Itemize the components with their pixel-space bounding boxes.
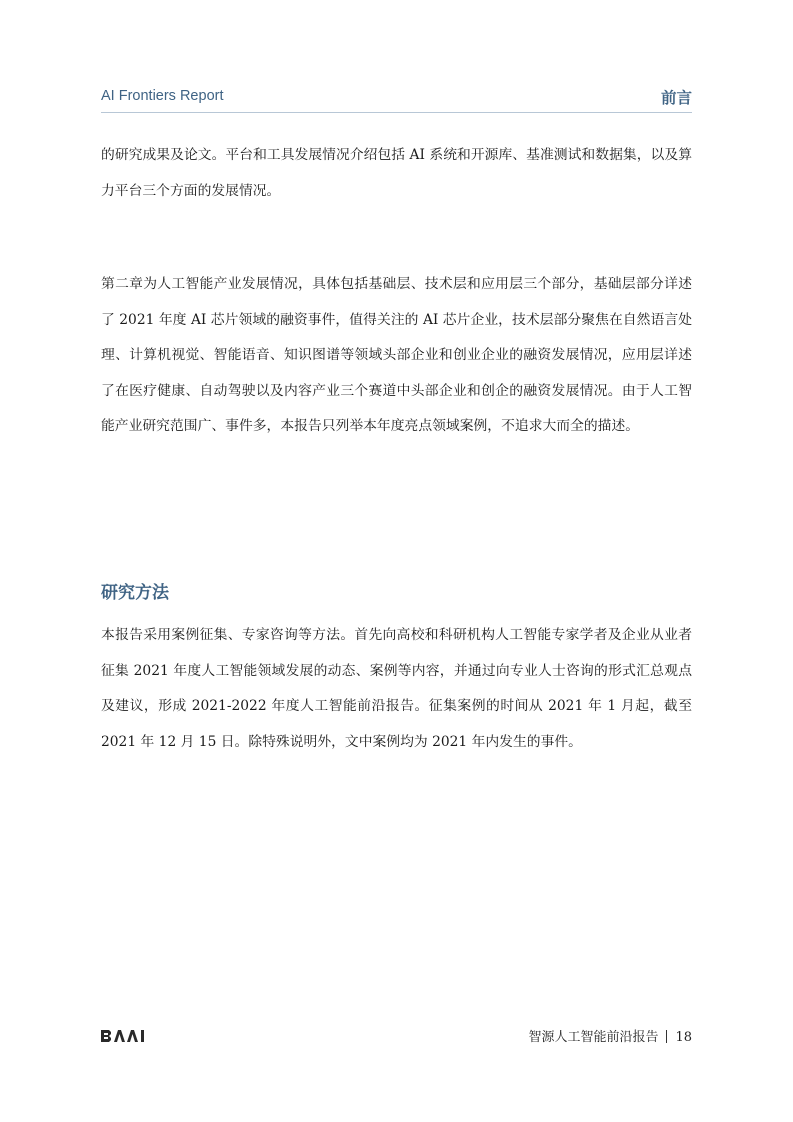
- header-divider: [101, 112, 692, 113]
- body-paragraph-1: 的研究成果及论文。平台和工具发展情况介绍包括 AI 系统和开源库、基准测试和数据集，以及算力平台三个方面的发展情况。: [101, 147, 692, 199]
- page-number: 18: [675, 1030, 692, 1045]
- section-paragraph: 本报告采用案例征集、专家咨询等方法。首先向高校和科研机构人工智能专家学者及企业从业者征集 2021 年度人工智能领域发展的动态、案例等内容，并通过向专业人士咨询的形式汇总观点及建议，形成 2021-2022 年度人工智能前沿报告。征集案例的时间从 2021 年 1 月起，截至 2021 年 12 月 15 日。除特殊说明外，文中案例均为 2021 年内发生的事件。: [101, 627, 692, 750]
- chapter-title-header: 前言: [660, 89, 692, 107]
- footer-report-info: [528, 1026, 692, 1045]
- baai-logo: [101, 1029, 149, 1043]
- report-title-header: AI Frontiers Report: [101, 88, 224, 104]
- body-paragraph-2: 第二章为人工智能产业发展情况，具体包括基础层、技术层和应用层三个部分，基础层部分详述了 2021 年度 AI 芯片领域的融资事件，值得关注的 AI 芯片企业，技术层部分聚焦在自然语言处理、计算机视觉、智能语音、知识图谱等领域头部企业和创业企业的融资发展情况，应用层详述了在医疗健康、自动驾驶以及内容产业三个赛道中头部企业和创企的融资发展情况。由于人工智能产业研究范围广、事件多，本报告只列举本年度亮点领域案例，不追求大而全的描述。: [101, 276, 692, 434]
- footer-separator: [666, 1030, 667, 1043]
- footer-report-name: 智源人工智能前沿报告: [528, 1030, 659, 1045]
- section-heading: 研究方法: [101, 583, 169, 603]
